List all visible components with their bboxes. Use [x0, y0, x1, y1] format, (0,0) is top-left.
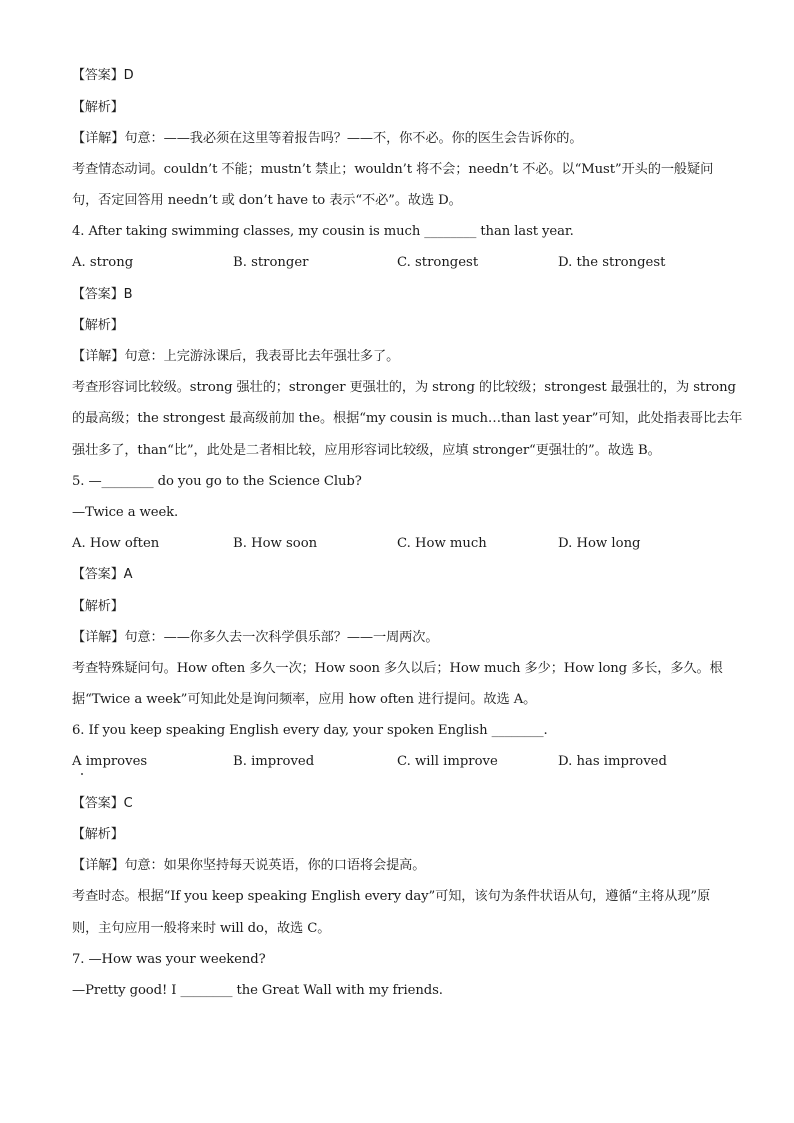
- q4-option-a: A. strong: [72, 255, 134, 270]
- q6-analysis-heading: 【解析】: [72, 827, 124, 842]
- q4-detail: 【详解】句意：上完游泳课后，我表哥比去年强壮多了。: [72, 349, 400, 364]
- q4-answer: 【答案】B: [72, 287, 133, 302]
- q4-explanation-line-1: 考查形容词比较级。strong 强壮的；stronger 更强壮的，为 strong 的比较级；strongest 最强壮的，为 strong: [72, 380, 736, 395]
- q3-detail: 【详解】句意：——我必须在这里等着报告吗？——不，你不必。你的医生会告诉你的。: [72, 131, 583, 146]
- stray-dot-mark: [81, 773, 83, 775]
- q3-answer: 【答案】D: [72, 68, 134, 83]
- q6-detail: 【详解】句意：如果你坚持每天说英语，你的口语将会提高。: [72, 858, 426, 873]
- q5-option-b: B. How soon: [233, 536, 318, 551]
- q7-reply: —Pretty good! I ________ the Great Wall with my friends.: [72, 983, 443, 998]
- q3-explanation-line-2: 句，否定回答用 needn’t 或 don’t have to 表示“不必”。故选 D。: [72, 193, 462, 208]
- q6-explanation-line-1: 考查时态。根据“If you keep speaking English every day”可知，该句为条件状语从句，遵循“主将从现”原: [72, 889, 711, 904]
- q6-option-a: A improves: [72, 754, 148, 769]
- q4-explanation-line-3: 强壮多了，than“比”，此处是二者相比较，应用形容词比较级，应填 stronger“更强壮的”。故选 B。: [72, 443, 661, 458]
- q6-option-d: D. has improved: [558, 754, 667, 769]
- q5-option-d: D. How long: [558, 536, 641, 551]
- q4-option-d: D. the strongest: [558, 255, 666, 270]
- q6-option-b: B. improved: [233, 754, 315, 769]
- q5-option-a: A. How often: [72, 536, 160, 551]
- q6-stem: 6. If you keep speaking English every day, your spoken English ________.: [72, 723, 548, 738]
- q5-answer: 【答案】A: [72, 567, 133, 582]
- q7-stem: 7. —How was your weekend?: [72, 952, 266, 967]
- q5-analysis-heading: 【解析】: [72, 599, 124, 614]
- q5-detail: 【详解】句意：——你多久去一次科学俱乐部？——一周两次。: [72, 630, 439, 645]
- q6-answer: 【答案】C: [72, 796, 133, 811]
- q5-stem: 5. —________ do you go to the Science Club?: [72, 474, 362, 489]
- q6-option-c: C. will improve: [397, 754, 498, 769]
- q3-analysis-heading: 【解析】: [72, 100, 124, 115]
- q5-explanation-line-1: 考查特殊疑问句。How often 多久一次；How soon 多久以后；How much 多少；How long 多长，多久。根: [72, 661, 723, 676]
- q4-option-c: C. strongest: [397, 255, 479, 270]
- q4-analysis-heading: 【解析】: [72, 318, 124, 333]
- q5-reply: —Twice a week.: [72, 505, 179, 520]
- q4-stem: 4. After taking swimming classes, my cousin is much ________ than last year.: [72, 224, 574, 239]
- q3-explanation-line-1: 考查情态动词。couldn’t 不能；mustn’t 禁止；wouldn’t 将不会；needn’t 不必。以“Must”开头的一般疑问: [72, 162, 714, 177]
- q6-explanation-line-2: 则，主句应用一般将来时 will do，故选 C。: [72, 921, 331, 936]
- q5-option-c: C. How much: [397, 536, 487, 551]
- q4-option-b: B. stronger: [233, 255, 309, 270]
- q5-explanation-line-2: 据“Twice a week”可知此处是询问频率，应用 how often 进行提问。故选 A。: [72, 692, 537, 707]
- q4-explanation-line-2: 的最高级；the strongest 最高级前加 the。根据“my cousin is much…than last year”可知，此处指表哥比去年: [72, 411, 743, 426]
